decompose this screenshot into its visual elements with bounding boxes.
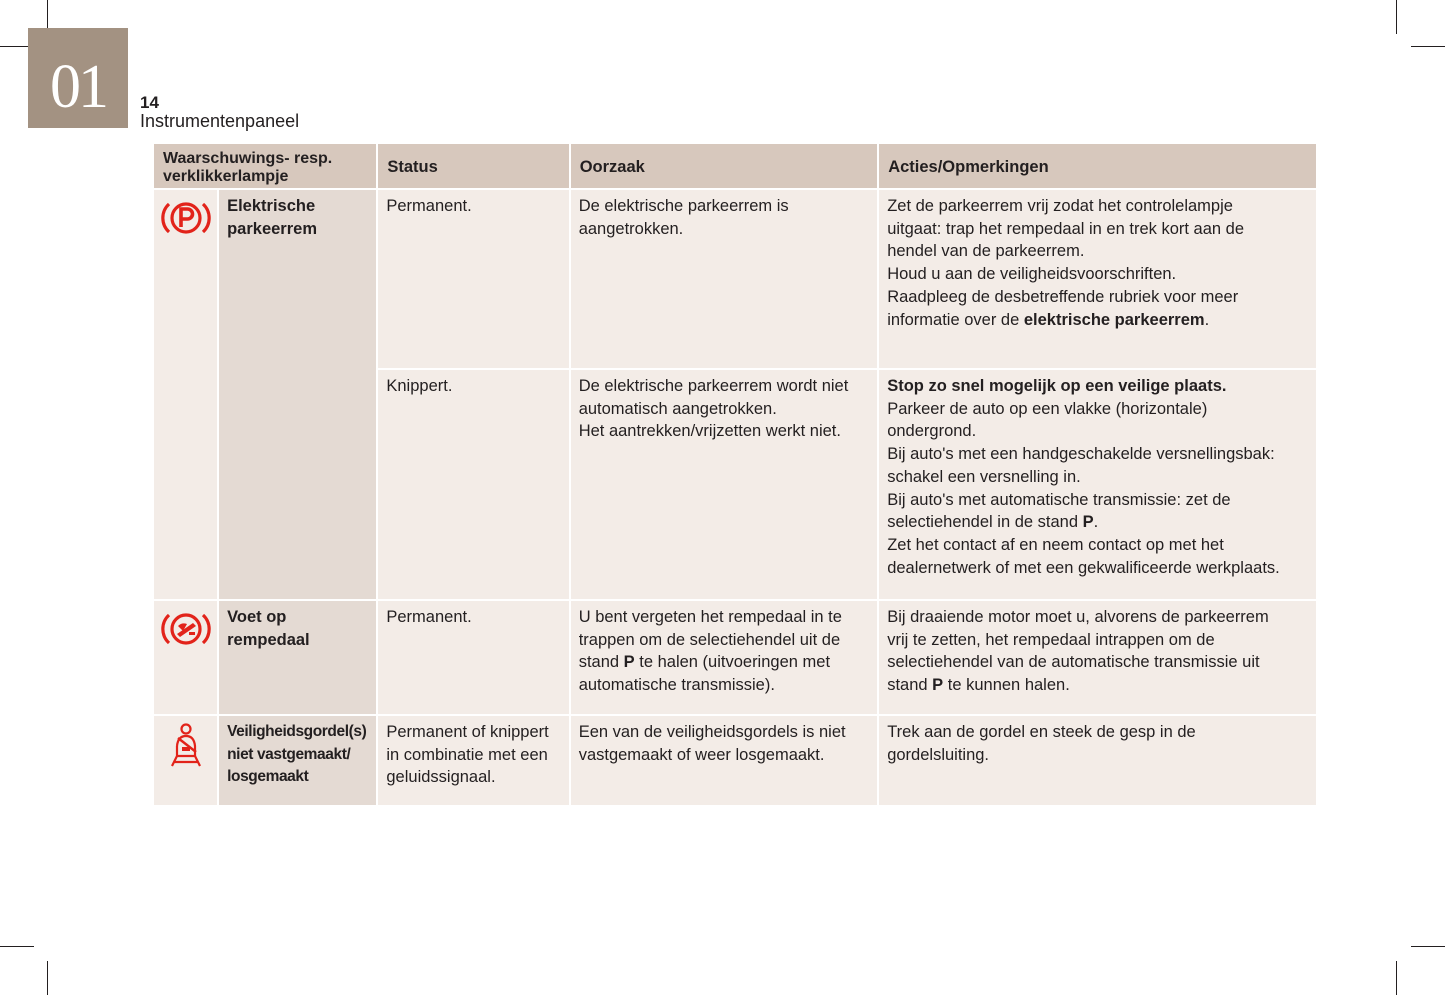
warning-lamps-table xyxy=(152,142,1318,807)
table-row xyxy=(154,190,1316,368)
lamp-name-cell: Voet op rempedaal xyxy=(219,601,376,714)
section-title: Instrumentenpaneel xyxy=(140,111,300,131)
cause-cell: U bent vergeten het rempedaal in te trappen om de selectiehendel uit de stand P te halen (uitvoeringen met automatische transmissie). xyxy=(571,601,878,714)
status-cell: Permanent. xyxy=(378,601,568,714)
seatbelt-warning-icon xyxy=(166,756,206,774)
table-header-row xyxy=(154,144,1316,188)
crop-mark xyxy=(47,961,48,995)
status-cell: Permanent. xyxy=(378,190,568,368)
page-number: 14 xyxy=(140,93,159,112)
crop-mark xyxy=(1411,946,1445,947)
lamp-name-cell: Veiligheidsgordel(s) niet vastgemaakt/ losgemaakt xyxy=(219,716,376,805)
header-status: Status xyxy=(378,144,568,188)
lamp-icon-cell xyxy=(154,716,217,805)
parking-brake-warning-icon xyxy=(159,226,213,244)
cause-cell: De elektrische parkeerrem is aangetrokken. xyxy=(571,190,878,368)
table-row xyxy=(154,601,1316,714)
chapter-number-box: 01 xyxy=(28,28,128,128)
action-cell: Trek aan de gordel en steek de gesp in de gordelsluiting. xyxy=(879,716,1316,805)
header-cause: Oorzaak xyxy=(571,144,878,188)
action-cell: Stop zo snel mogelijk op een veilige plaats. Parkeer de auto op een vlakke (horizontale) ondergrond. Bij auto's met een handgeschakelde versnellingsbak: schakel een versnelling in. Bij auto's met automatische transmissie: zet de selectiehendel in de stand P. Zet het contact af en neem contact op met het dealernetwerk of met een gekwalificeerde werkplaats. xyxy=(879,370,1316,599)
header-actions: Acties/Opmerkingen xyxy=(879,144,1316,188)
crop-mark xyxy=(1396,0,1397,34)
lamp-icon-cell xyxy=(154,601,217,714)
status-cell: Permanent of knippert in combinatie met een geluidssignaal. xyxy=(378,716,568,805)
header-lamp: Waarschuwings- resp. verklikkerlampje xyxy=(154,144,376,188)
crop-mark xyxy=(1411,46,1445,47)
lamp-icon-cell xyxy=(154,190,217,599)
table-row xyxy=(154,716,1316,805)
lamp-name-cell: Elektrische parkeerrem xyxy=(219,190,376,599)
crop-mark xyxy=(1396,961,1397,995)
action-cell: Zet de parkeerrem vrij zodat het controlelampje uitgaat: trap het rempedaal in en trek kort aan de hendel van de parkeerrem. Houd u aan de veiligheidsvoorschriften. Raadpleeg de desbetreffende rubriek voor meer informatie over de elektrische parkeerrem. xyxy=(879,190,1316,368)
foot-on-brake-warning-icon xyxy=(159,637,213,655)
status-cell: Knippert. xyxy=(378,370,568,599)
action-cell: Bij draaiende motor moet u, alvorens de parkeerrem vrij te zetten, het rempedaal intrappen om de selectiehendel van de automatische transmissie uit stand P te kunnen halen. xyxy=(879,601,1316,714)
cause-cell: De elektrische parkeerrem wordt niet automatisch aangetrokken. Het aantrekken/vrijzetten werkt niet. xyxy=(571,370,878,599)
crop-mark xyxy=(0,946,34,947)
cause-cell: Een van de veiligheidsgordels is niet vastgemaakt of weer losgemaakt. xyxy=(571,716,878,805)
